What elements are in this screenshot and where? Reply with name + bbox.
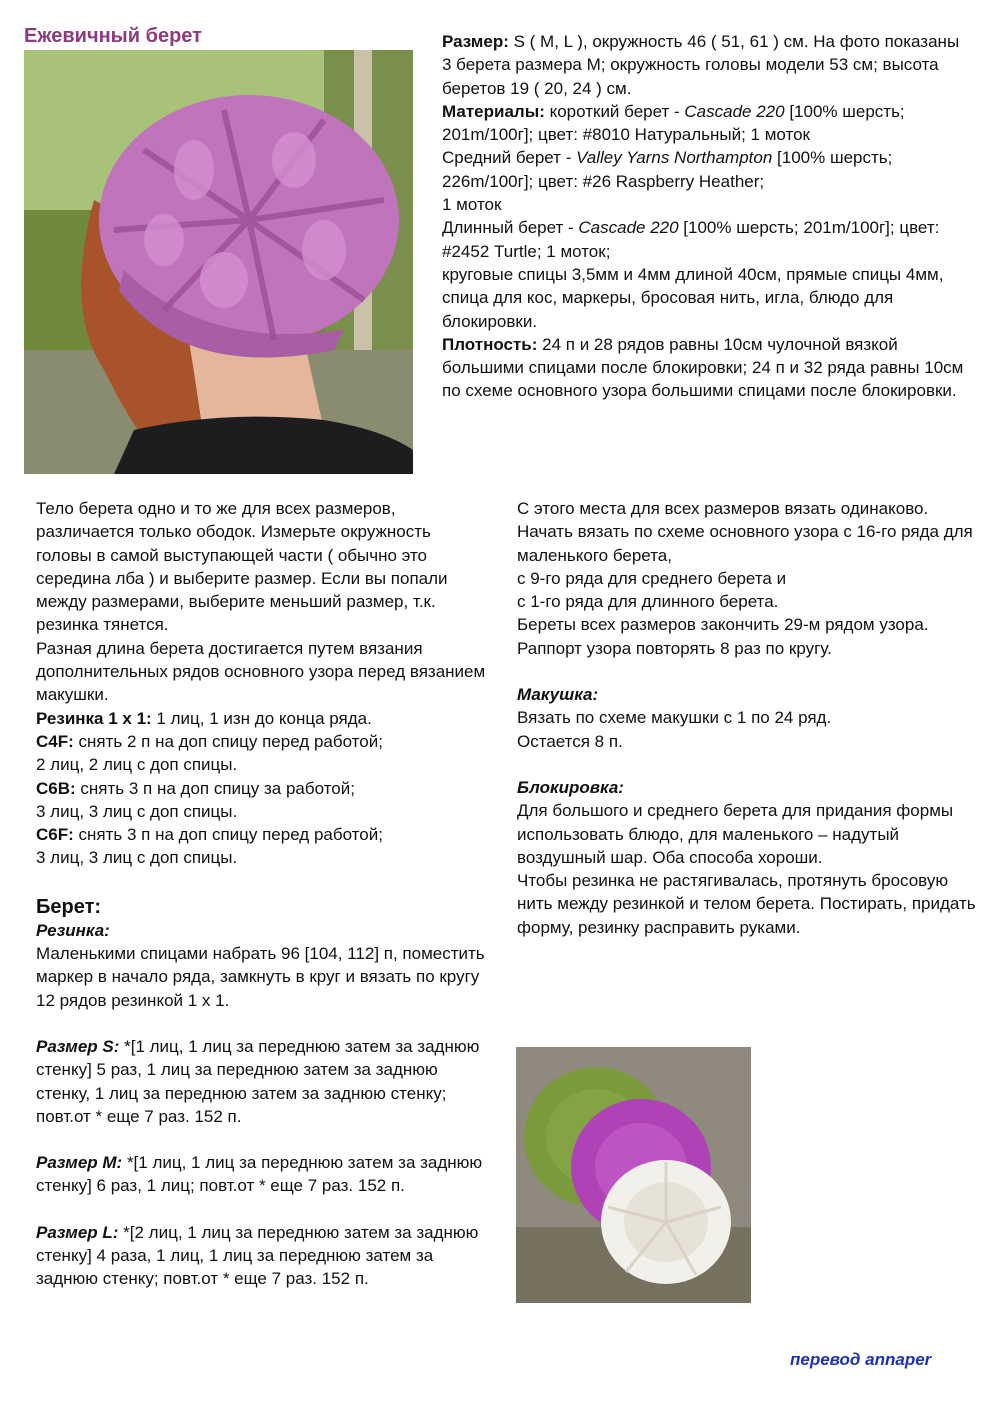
size-l-label: Размер L: <box>36 1222 119 1242</box>
materials-tools: круговые спицы 3,5мм и 4мм длиной 40см, прямые спицы 4мм, спица для кос, маркеры, бросовая нить, игла, блюдо для блокировки. <box>442 264 944 331</box>
materials-3 <box>442 216 972 263</box>
materials-2-count: 1 моток <box>442 195 502 215</box>
materials-2-a: Средний берет - <box>442 148 577 168</box>
gauge-spec <box>442 333 972 403</box>
size-s-paragraph <box>36 1035 486 1128</box>
c6b-text: снять 3 п на доп спицу за работой; <box>75 778 355 798</box>
pattern-specs <box>442 30 972 403</box>
crown-p1: Вязать по схеме макушки с 1 по 24 ряд. <box>517 708 832 728</box>
c4f-abbrev-2: 2 лиц, 2 лиц с доп спицы. <box>36 755 238 775</box>
right-p3: с 9-го ряда для среднего берета и <box>517 568 787 588</box>
materials-2-b: [100% шерсть; 226m/100г]; цвет: #26 Raspberry Heather; <box>442 148 893 191</box>
crown-p2: Остается 8 п. <box>517 731 623 751</box>
right-p1: С этого места для всех размеров вязать одинаково. <box>517 499 929 518</box>
c4f-text: снять 2 п на доп спицу перед работой; <box>73 731 383 751</box>
c6f-abbrev-2: 3 лиц, 3 лиц с доп спицы. <box>36 848 238 868</box>
materials-3-a: Длинный берет - <box>442 218 579 238</box>
materials-3-yarn: Cascade 220 <box>578 218 679 238</box>
rib-abbrev <box>36 707 486 730</box>
c6f-text: снять 3 п на доп спицу перед работой; <box>73 825 383 845</box>
size-label: Размер: <box>442 32 509 51</box>
rib-text: 1 лиц, 1 изн до конца ряда. <box>151 708 372 728</box>
size-l-text: *[2 лиц, 1 лиц за переднюю затем за заднюю стенку] 4 раза, 1 лиц, 1 лиц за переднюю затем за заднюю стенку; повт.от * еще 7 раз. 152 п. <box>36 1222 479 1289</box>
crown-heading: Макушка: <box>517 685 599 705</box>
spacer <box>36 1012 486 1035</box>
spacer <box>517 753 977 776</box>
right-p2: Начать вязать по схеме основного узора с 16-го ряда для маленького берета, <box>517 522 973 565</box>
spacer <box>36 1128 486 1151</box>
c6b-abbrev-2: 3 лиц, 3 лиц с доп спицы. <box>36 801 238 821</box>
size-s-label: Размер S: <box>36 1036 120 1056</box>
spacer <box>36 870 486 893</box>
ribbing-paragraph: Маленькими спицами набрать 96 [104, 112] п, поместить маркер в начало ряда, замкнуть в круг и вязать по кругу 12 рядов резинкой 1 х 1. <box>36 944 485 1010</box>
three-berets-photo-icon <box>516 1047 751 1303</box>
intro-paragraph: Тело берета одно и то же для всех размеров, различается только ободок. Измерьте окружность головы в самой выступающей части ( обычно это середина лба ) и выберите размер. Если вы попали между размерами, выберите меньший размер, т.к. резинка тянется. <box>36 499 448 635</box>
blocking-p2: Чтобы резинка не растягивалась, протянуть бросовую нить между резинкой и телом берета. Постирать, придать форму, резинку расправить руками. <box>517 871 976 937</box>
materials-label: Материалы: <box>442 101 545 121</box>
c6b-label: C6B: <box>36 778 76 798</box>
spacer <box>517 660 977 683</box>
left-column <box>36 497 486 1291</box>
right-p6: Раппорт узора повторять 8 раз по кругу. <box>517 638 832 658</box>
c4f-abbrev <box>36 730 486 753</box>
length-paragraph: Разная длина берета достигается путем вязания дополнительных рядов основного узора перед вязанием макушки. <box>36 638 486 705</box>
beret-photo-icon <box>24 50 413 474</box>
main-photo <box>24 50 413 474</box>
ribbing-heading: Резинка: <box>36 920 110 940</box>
group-photo <box>516 1047 751 1303</box>
blocking-heading: Блокировка: <box>517 777 624 797</box>
right-p4: с 1-го ряда для длинного берета. <box>517 592 779 612</box>
size-s-text: *[1 лиц, 1 лиц за переднюю затем за заднюю стенку] 5 раз, 1 лиц за переднюю затем за заднюю стенку, 1 лиц за переднюю затем за заднюю стенку; повт.от * еще 7 раз. 152 п. <box>36 1036 480 1126</box>
c4f-label: C4F: <box>36 731 74 751</box>
translation-credit: перевод annaper <box>790 1350 932 1369</box>
materials-2 <box>442 146 972 193</box>
size-text: S ( M, L ), окружность 46 ( 51, 61 ) см. На фото показаны 3 берета размера M; окружность головы модели 53 см; высота беретов 19 ( 20, 24 ) см. <box>442 32 960 98</box>
size-l-paragraph <box>36 1221 486 1291</box>
materials-2-yarn: Valley Yarns Northampton <box>576 148 773 168</box>
size-spec <box>442 30 972 100</box>
size-m-paragraph <box>36 1151 486 1198</box>
spacer <box>36 1198 486 1221</box>
c6f-abbrev <box>36 823 486 846</box>
gauge-text: 24 п и 28 рядов равны 10см чулочной вязкой большими спицами после блокировки; 24 п и 32 ряда равны 10см по схеме основного узора большими спицами после блокировки. <box>442 334 964 401</box>
size-m-text: *[1 лиц, 1 лиц за переднюю затем за заднюю стенку] 6 раз, 1 лиц; повт.от * еще 7 раз. 152 п. <box>36 1153 483 1196</box>
materials-spec <box>442 100 972 147</box>
rib-label: Резинка 1 х 1: <box>36 708 152 728</box>
c6f-label: C6F: <box>36 825 74 845</box>
page-title: Ежевичный берет <box>24 25 202 47</box>
blocking-p1: Для большого и среднего берета для придания формы использовать блюдо, для маленького – надутый воздушный шар. Оба способа хороши. <box>517 801 954 867</box>
c6b-abbrev <box>36 777 486 800</box>
right-p5: Береты всех размеров закончить 29-м рядом узора. <box>517 615 929 635</box>
materials-1-a: короткий берет - <box>544 101 685 121</box>
size-m-label: Размер M: <box>36 1153 123 1173</box>
materials-1-yarn: Cascade 220 <box>684 101 785 121</box>
beret-heading: Берет: <box>36 895 102 918</box>
gauge-label: Плотность: <box>442 334 538 354</box>
materials-3-b: [100% шерсть; 201m/100г]; цвет: #2452 Turtle; 1 моток; <box>442 218 940 261</box>
materials-1-b: [100% шерсть; 201m/100г]; цвет: #8010 Натуральный; 1 моток <box>442 101 905 145</box>
right-column <box>517 497 977 939</box>
